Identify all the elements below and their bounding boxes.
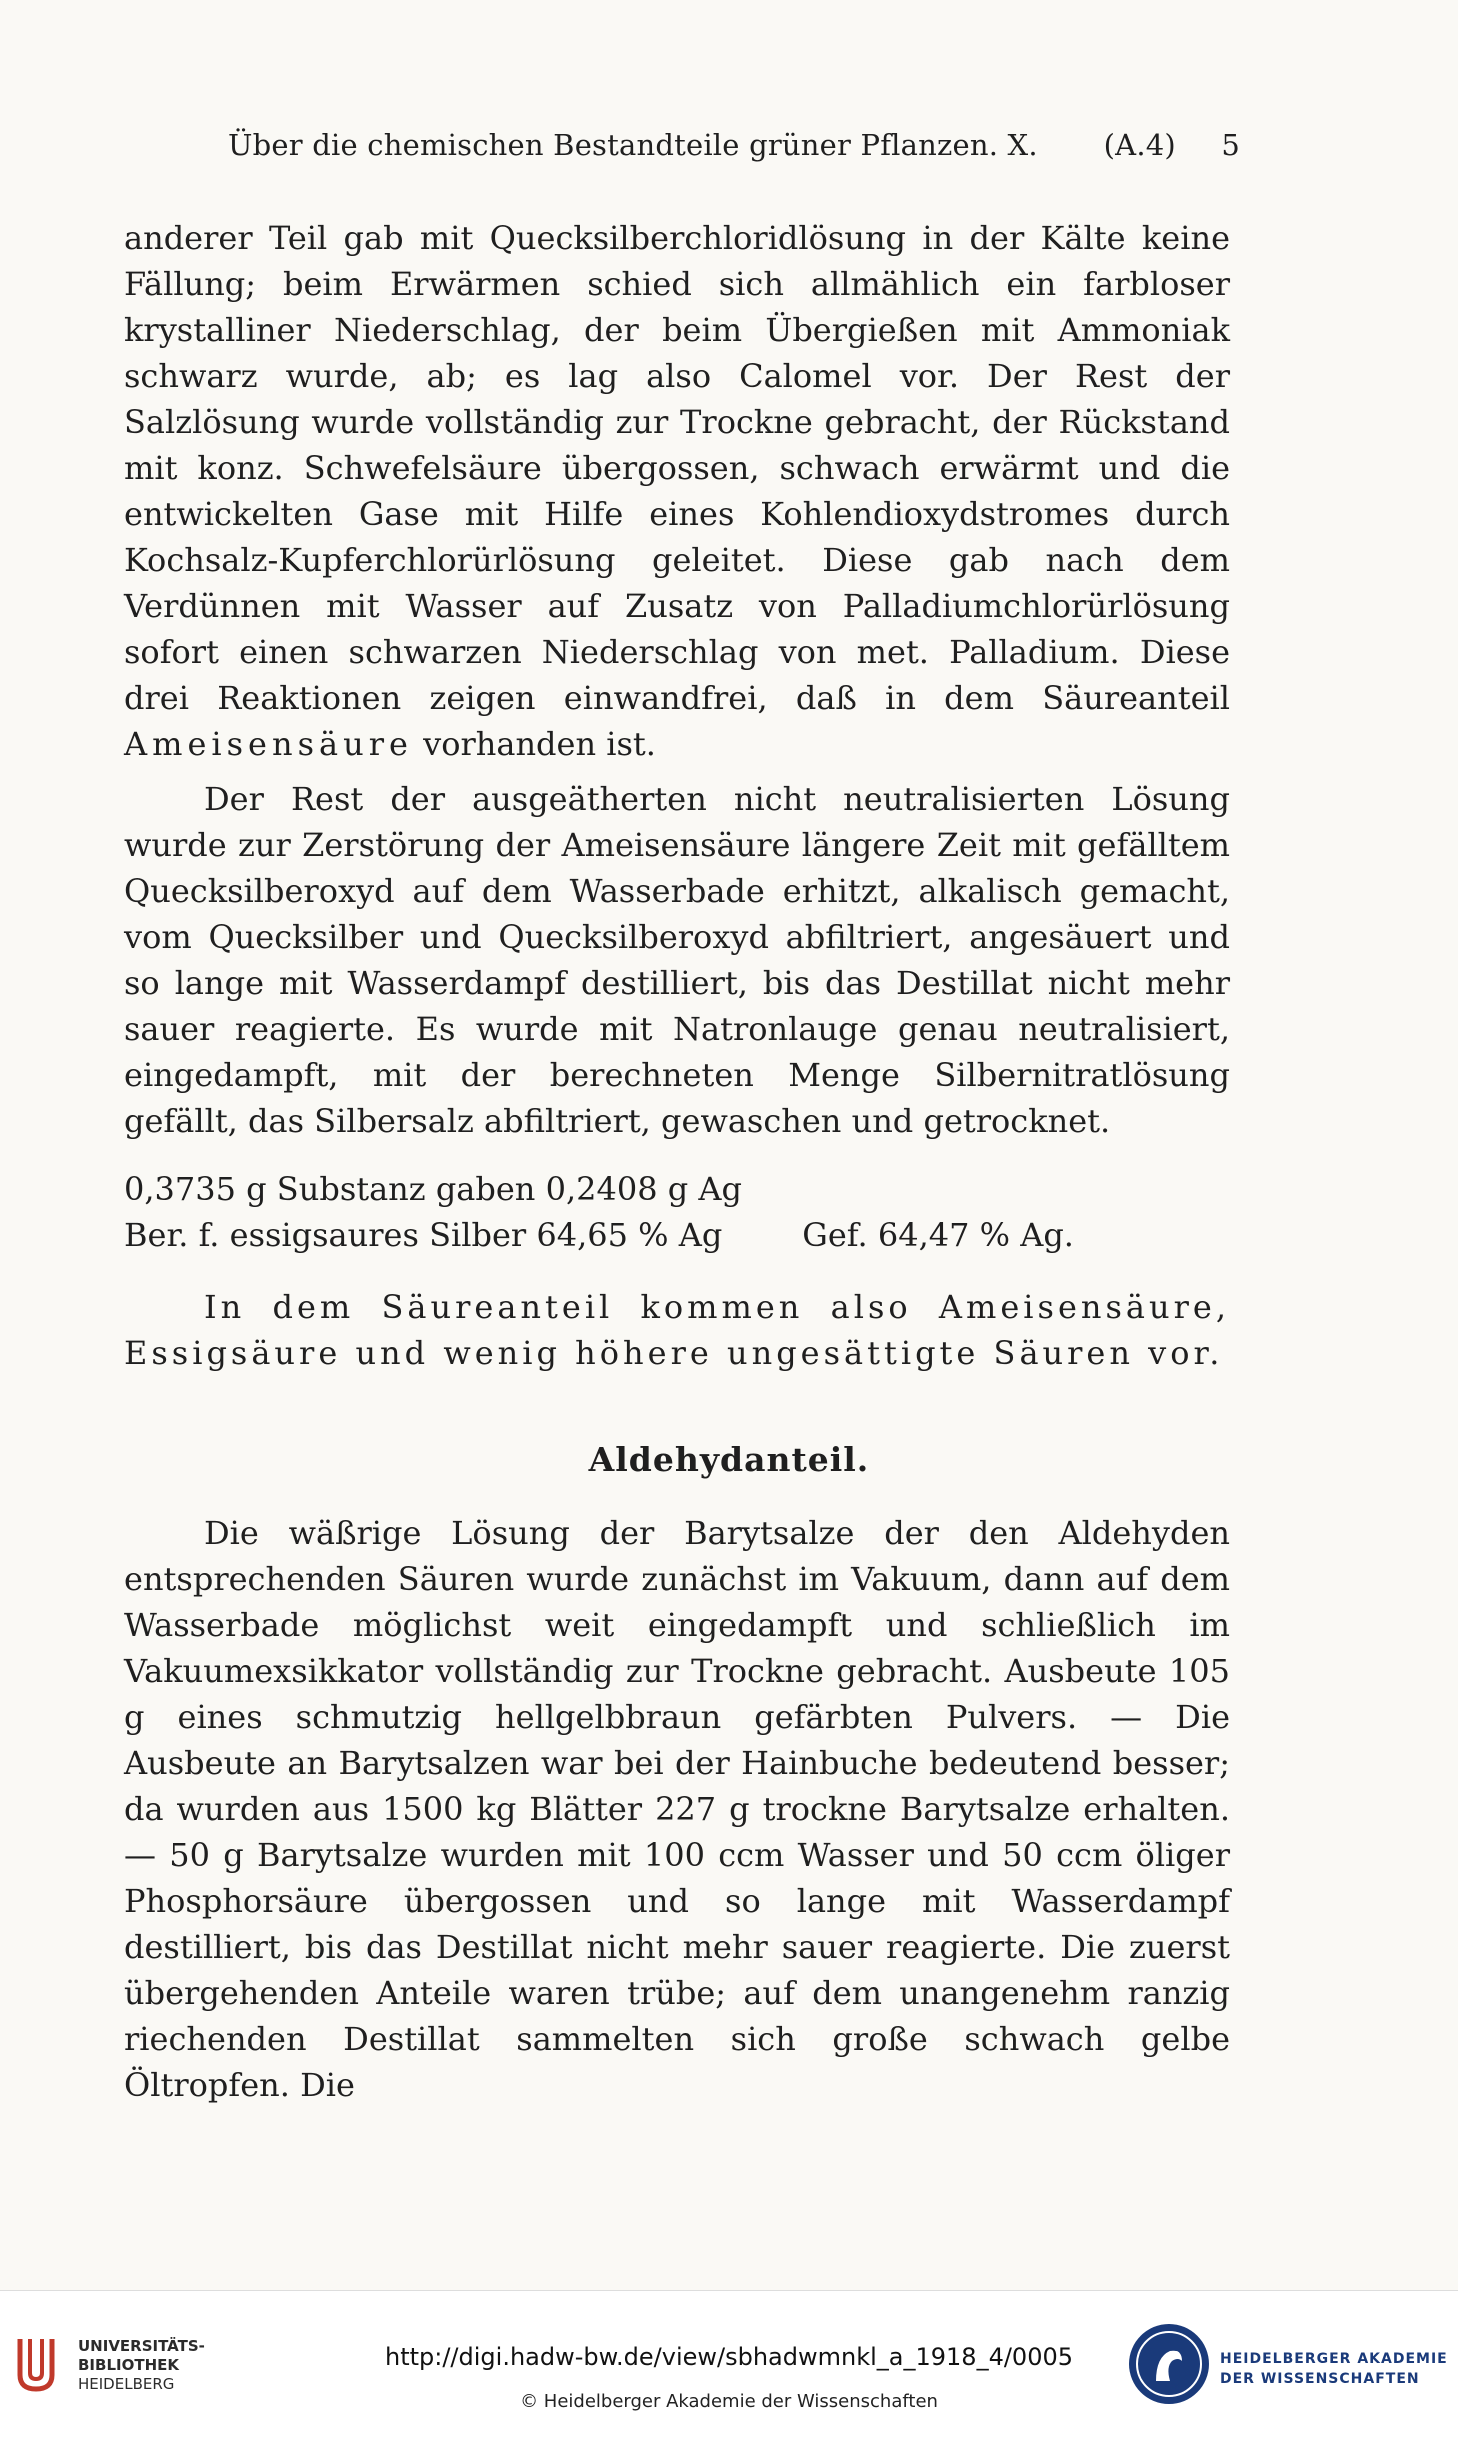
paragraph-1-main: anderer Teil gab mit Quecksilberchloridlösung in der Kälte keine Fällung; beim Erwärmen schied sich allmählich ein farbloser krystalliner Niederschlag, der beim Übergießen mit Ammoniak schwarz wurde, ab; es lag also Calomel vor. Der Rest der Salzlösung wurde vollständig zur Trockne gebracht, der Rückstand mit konz. Schwefelsäure übergossen, schwach erwärmt und die entwickelten Gase mit Hilfe eines Kohlendioxydstromes durch Kochsalz-Kupferchlorürlösung geleitet. Diese gab nach dem Verdünnen mit Wasser auf Zusatz von Palladiumchlorürlösung sofort einen schwarzen Niederschlag von met. Palladium. Diese drei Reaktionen zeigen einwandfrei, daß in dem Säureanteil <box>124 219 1230 717</box>
library-line-1: UNIVERSITÄTS- <box>78 2337 205 2355</box>
paragraph-1-tail: vorhanden ist. <box>423 725 656 763</box>
academy-seal-icon <box>1126 2321 1212 2407</box>
paragraph-1 <box>124 215 1230 767</box>
header-title: Über die chemischen Bestandteile grüner Pflanzen. X. <box>228 128 1038 162</box>
paragraph-2-text: Der Rest der ausgeätherten nicht neutralisierten Lösung wurde zur Zerstörung der Ameisensäure längere Zeit mit gefälltem Quecksilberoxyd auf dem Wasserbade erhitzt, alkalisch gemacht, vom Quecksilber und Quecksilberoxyd abfiltriert, angesäuert und so lange mit Wasserdampf destilliert, bis das Destillat nicht mehr sauer reagierte. Es wurde mit Natronlauge genau neutralisiert, eingedampft, mit der berechneten Menge Silbernitratlösung gefällt, das Silbersalz abfiltriert, gewaschen und getrocknet. <box>124 780 1230 1140</box>
section-heading: Aldehydanteil. <box>588 1440 870 1479</box>
footer-bar <box>0 2290 1458 2438</box>
academy-line-1: HEIDELBERGER AKADEMIE <box>1220 2351 1448 2367</box>
running-header <box>228 128 1240 162</box>
paragraph-3-text: In dem Säureanteil kommen also Ameisensäure, Essigsäure und wenig höhere ungesättigte Säuren vor. <box>124 1288 1230 1372</box>
data-line-2 <box>124 1216 1074 1254</box>
data-line-1: 0,3735 g Substanz gaben 0,2408 g Ag <box>124 1170 742 1208</box>
page-number: 5 <box>1221 128 1240 162</box>
paragraph-2 <box>124 776 1230 1144</box>
copyright-notice: © Heidelberger Akademie der Wissenschaften <box>520 2391 938 2412</box>
permalink-url[interactable]: http://digi.hadw-bw.de/view/sbhadwmnkl_a_1918_4/0005 <box>384 2343 1074 2371</box>
paragraph-4-text: Die wäßrige Lösung der Barytsalze der den Aldehyden entsprechenden Säuren wurde zunächst im Vakuum, dann auf dem Wasserbade möglichst weit eingedampft und schließlich im Vakuumexsikkator vollständig zur Trockne gebracht. Ausbeute 105 g eines schmutzig hellgelbbraun gefärbten Pulvers. — Die Ausbeute an Barytsalzen war bei der Hainbuche bedeutend besser; da wurden aus 1500 kg Blätter 227 g trockne Barytsalze erhalten. — 50 g Barytsalze wurden mit 100 ccm Wasser und 50 ccm öliger Phosphorsäure übergossen und so lange mit Wasserdampf destilliert, bis das Destillat nicht mehr sauer reagierte. Die zuerst übergehenden Anteile waren trübe; auf dem unangenehm ranzig riechenden Destillat sammelten sich große schwach gelbe Öltropfen. Die <box>124 1514 1230 2104</box>
library-line-2: BIBLIOTHEK <box>78 2356 179 2374</box>
academy-name <box>1220 2349 1448 2389</box>
paragraph-4 <box>124 1510 1230 2108</box>
paragraph-1-emphasis: Ameisensäure <box>124 725 413 763</box>
header-mark: (A.4) <box>1103 128 1176 162</box>
data-line-2-calculated: Ber. f. essigsaures Silber 64,65 % Ag <box>124 1216 723 1254</box>
library-line-3: HEIDELBERG <box>78 2375 175 2393</box>
paragraph-3 <box>124 1284 1230 1376</box>
academy-line-2: DER WISSENSCHAFTEN <box>1220 2371 1420 2387</box>
data-line-2-found: Gef. 64,47 % Ag. <box>802 1216 1074 1254</box>
